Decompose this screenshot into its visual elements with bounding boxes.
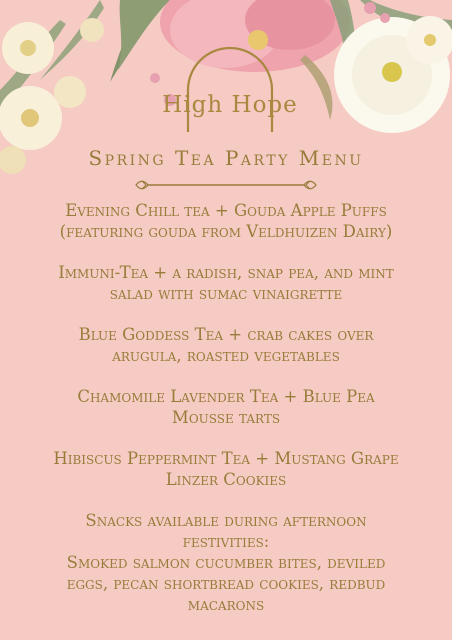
menu-item-line: Mousse tarts <box>171 408 281 427</box>
menu-item <box>18 386 434 428</box>
snacks-line: festivities: <box>182 532 270 551</box>
menu-item-line: Blue Goddess Tea + crab cakes over <box>78 325 374 344</box>
menu-item-line: (featuring gouda from Veldhuizen Dairy) <box>59 222 393 241</box>
ornamental-divider-icon <box>134 178 318 192</box>
menu-list <box>18 200 434 615</box>
logo-text: High Hope <box>162 92 298 118</box>
snacks-line: Snacks available during afternoon <box>85 511 367 530</box>
menu-item-line: Chamomile Lavender Tea + Blue Pea <box>77 387 375 406</box>
menu-item-line: salad with sumac vinaigrette <box>109 284 343 303</box>
menu-item-line: Immuni-Tea + a radish, snap pea, and mint <box>58 263 394 282</box>
snacks-section <box>18 510 434 615</box>
logo-arch-icon <box>140 40 320 140</box>
menu-item <box>18 324 434 366</box>
menu-item <box>18 200 434 242</box>
menu-item-line: Linzer Cookies <box>165 470 287 489</box>
menu-title: Spring Tea Party Menu <box>88 146 364 170</box>
menu-item-line: Hibiscus Peppermint Tea + Mustang Grape <box>53 449 399 468</box>
snacks-line: Smoked salmon cucumber bites, deviled <box>66 553 386 572</box>
menu-item <box>18 262 434 304</box>
snacks-line: macarons <box>187 595 265 614</box>
menu-item <box>18 448 434 490</box>
menu-item-line: Evening Chill tea + Gouda Apple Puffs <box>65 201 387 220</box>
snacks-line: eggs, pecan shortbread cookies, redbud <box>66 574 386 593</box>
right-white-flower <box>334 16 452 133</box>
menu-item-line: arugula, roasted vegetables <box>112 346 340 365</box>
high-hope-logo <box>140 40 320 140</box>
